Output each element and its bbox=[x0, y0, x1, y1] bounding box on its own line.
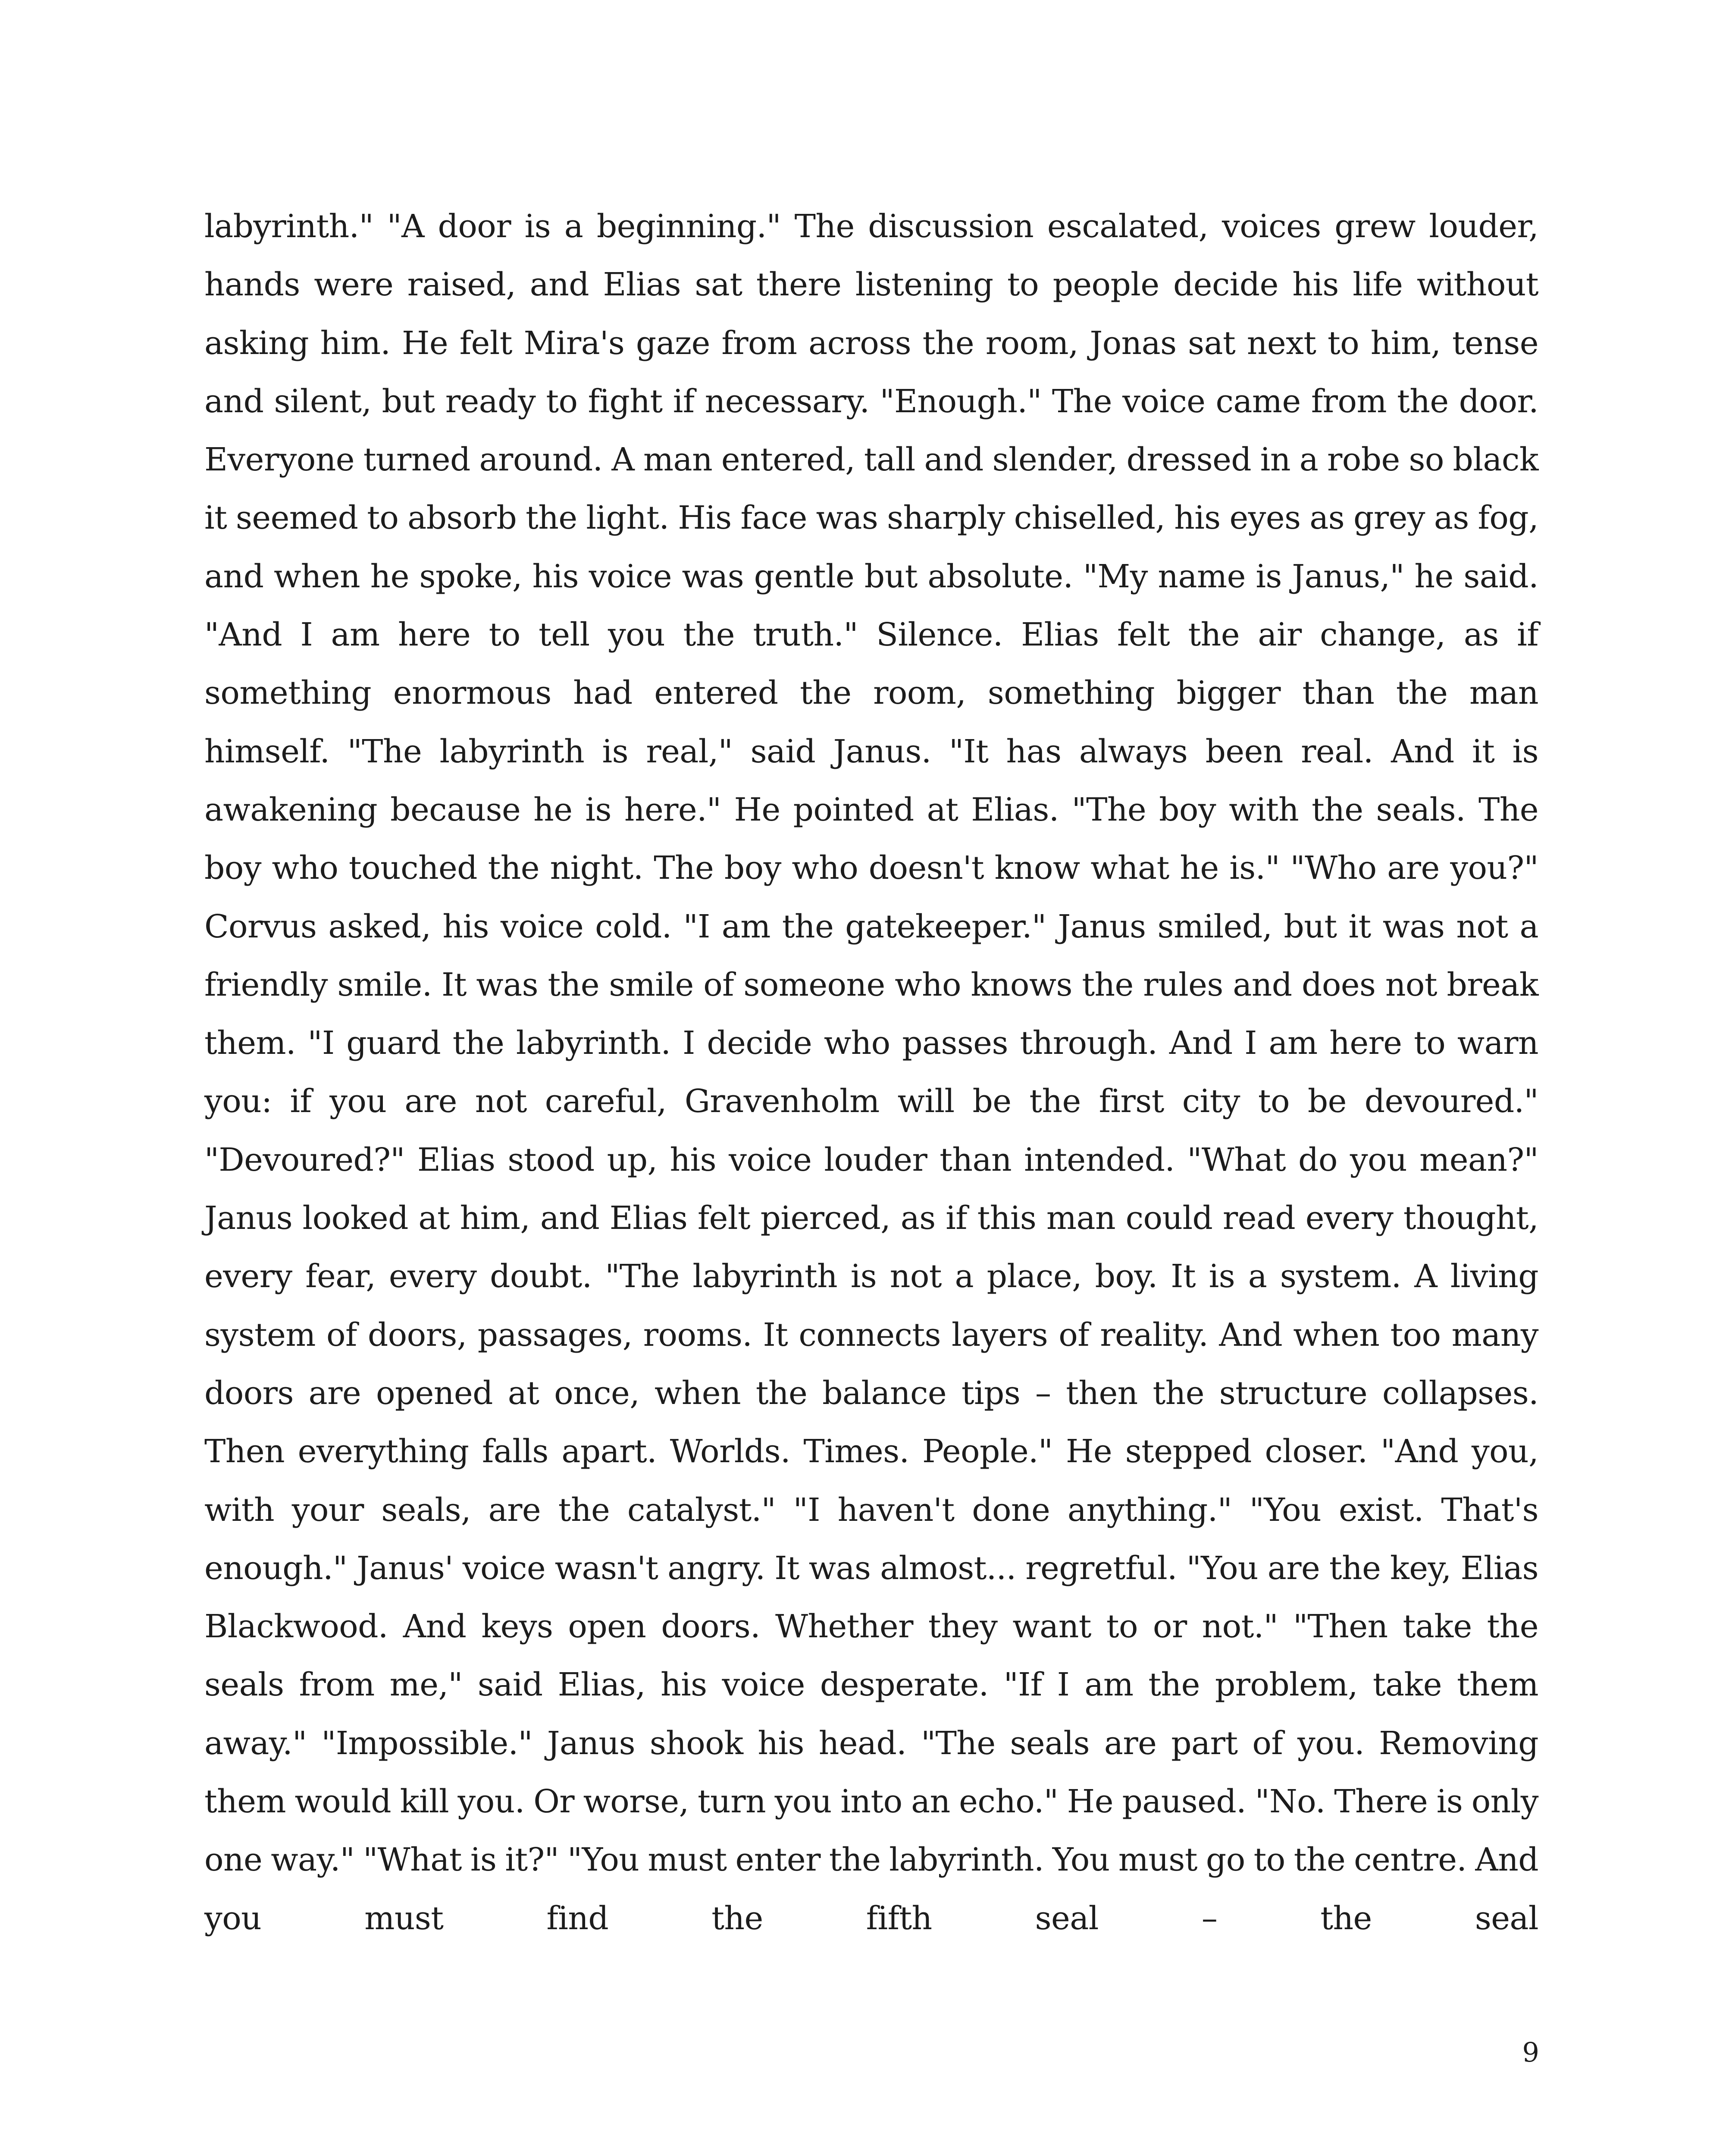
page-number: 9 bbox=[1522, 2037, 1539, 2068]
body-paragraph: labyrinth." "A door is a beginning." The discussion escalated, voices grew louder, hands were raised, and Elias sat there listening to people decide his life without asking him. He felt Mira's gaze from across the room, Jonas sat next to him, tense and silent, but ready to fight if necessary. "Enough." The voice came from the door. Everyone turned around. A man entered, tall and slender, dressed in a robe so black it seemed to absorb the light. His face was sharply chiselled, his eyes as grey as fog, and when he spoke, his voice was gentle but absolute. "My name is Janus," he said. "And I am here to tell you the truth." Silence. Elias felt the air change, as if something enormous had entered the room, something bigger than the man himself. "The labyrinth is real," said Janus. "It has always been real. And it is awakening because he is here." He pointed at Elias. "The boy with the seals. The boy who touched the night. The boy who doesn't know what he is." "Who are you?" Corvus asked, his voice cold. "I am the gatekeeper." Janus smiled, but it was not a friendly smile. It was the smile of someone who knows the rules and does not break them. "I guard the labyrinth. I decide who passes through. And I am here to warn you: if you are not careful, Gravenholm will be the first city to be devoured." "Devoured?" Elias stood up, his voice louder than intended. "What do you mean?" Janus looked at him, and Elias felt pierced, as if this man could read every thought, every fear, every doubt. "The labyrinth is not a place, boy. It is a system. A living system of doors, passages, rooms. It connects layers of reality. And when too many doors are opened at once, when the balance tips – then the structure collapses. Then everything falls apart. Worlds. Times. People." He stepped closer. "And you, with your seals, are the catalyst." "I haven't done anything." "You exist. That's enough." Janus' voice wasn't angry. It was almost... regretful. "You are the key, Elias Blackwood. And keys open doors. Whether they want to or not." "Then take the seals from me," said Elias, his voice desperate. "If I am the problem, take them away." "Impossible." Janus shook his head. "The seals are part of you. Removing them would kill you. Or worse, turn you into an echo." He paused. "No. There is only one way." "What is it?" "You must enter the labyrinth. You must go to the centre. And you must find the fifth seal – the seal bbox=[204, 208, 1538, 1937]
